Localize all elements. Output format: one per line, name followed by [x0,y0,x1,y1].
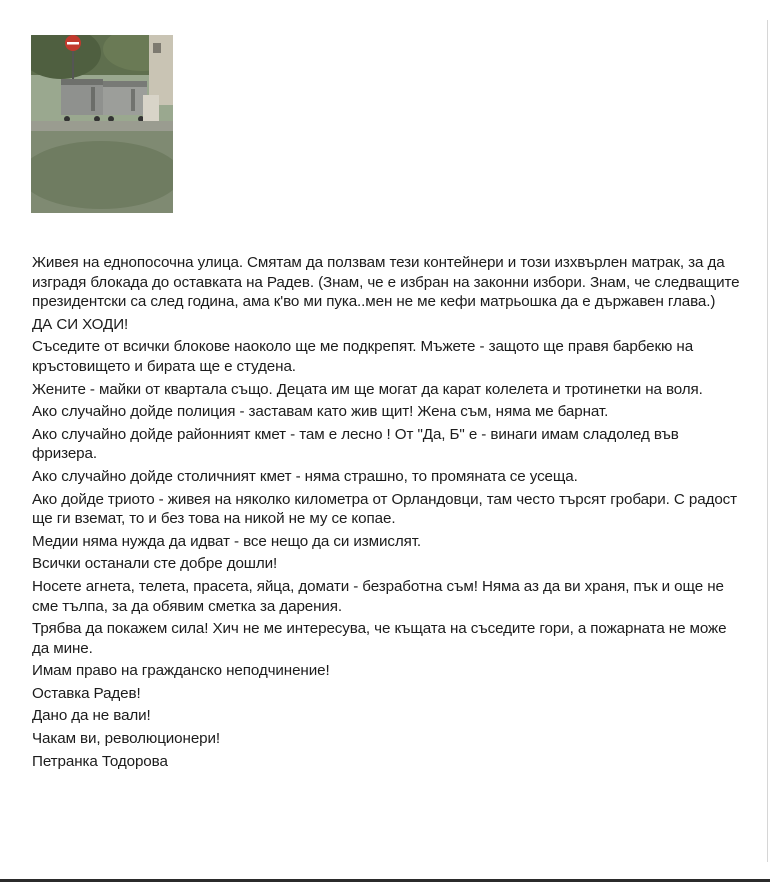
post-paragraph: Ако случайно дойде районният кмет - там е лесно ! От "Да, Б" е - винаги имам сладолед във фризера. [32,425,679,463]
post-paragraph: Съседите от всички блокове наоколо ще ме подкрепят. Мъжете - защото ще правя барбекю на кръстовището и бирата ще е студена. [32,338,694,375]
post-paragraph: ДА СИ ХОДИ! [32,315,129,333]
post-paragraph: Трябва да покажем сила! Хич не ме интересува, че къщата на съседите гори, а пожарната не може да мине. [32,620,727,657]
post-photo[interactable] [31,35,173,213]
post-paragraph: Живея на еднопосочна улица. Смятам да ползвам тези контейнери и този изхвърлен матрак, за да изградя блокада до оставката на Радев. (Знам, че е избран на законни избори. Знам, че следващите президентски са след година, ама к'во ми пука..мен не ме кефи матрьошка да е държавен глава.) [32,254,740,311]
post-paragraph: Медии няма нужда да идват - все нещо да си измислят. [32,532,422,550]
garbage-containers-photo-icon [31,35,173,213]
post-paragraph: Дано да не вали! [32,707,151,725]
post-author-signature: Петранка Тодорова [32,752,168,770]
right-border [767,20,768,862]
post-paragraph: Всички останали сте добре дошли! [32,555,278,573]
post-paragraph: Ако дойде триото - живея на няколко километра от Орландовци, там често търсят гробари. С радост ще ги вземат, то и без това на никой не му се копае. [32,490,738,528]
post-paragraph: Оставка Радев! [32,684,141,702]
post-paragraph: Имам право на гражданско неподчинение! [32,662,330,680]
post-paragraph: Ако случайно дойде столичният кмет - няма страшно, то промяната се усеща. [32,467,578,485]
post-text [32,253,747,774]
post-paragraph: Жените - майки от квартала също. Децата им ще могат да карат колелета и тротинетки на воля. [32,380,703,398]
post-paragraph: Ако случайно дойде полиция - заставам като жив щит! Жена съм, няма ме барнат. [32,403,609,421]
post-paragraph: Чакам ви, революционери! [32,730,221,748]
post-paragraph: Носете агнета, телета, прасета, яйца, домати - безработна съм! Няма аз да ви храня, пък и още не сме тълпа, за да обявим сметка за дарения. [32,577,724,615]
